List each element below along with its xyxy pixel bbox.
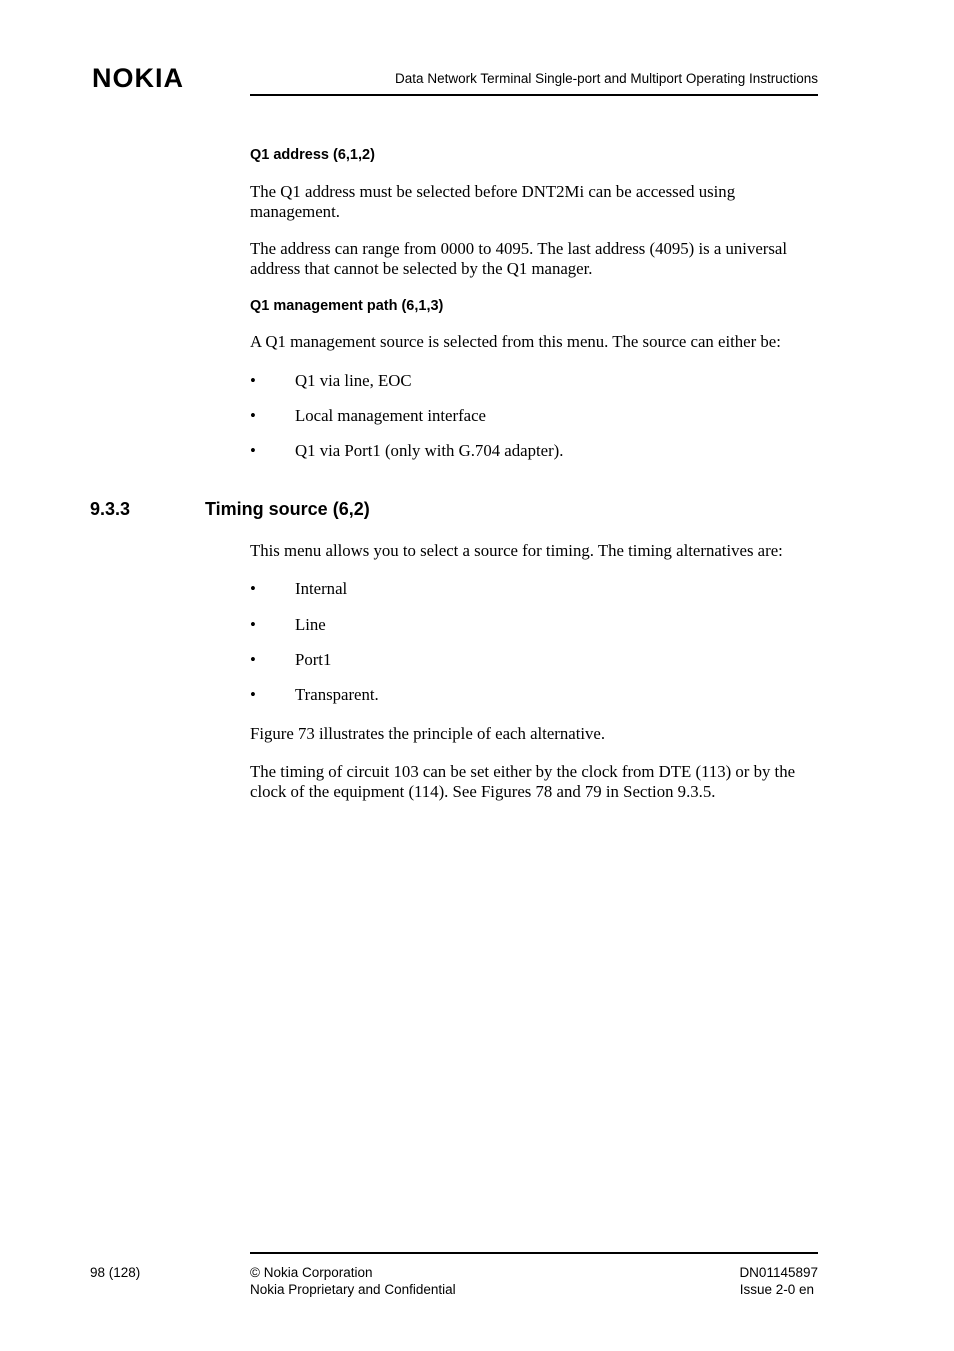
bullet-mark: • bbox=[250, 615, 256, 634]
header-rule bbox=[250, 94, 818, 96]
list-item-text: Port1 bbox=[295, 650, 332, 669]
list-item-text: Line bbox=[295, 615, 326, 634]
q1-path-intro: A Q1 management source is selected from this menu. The source can either be: bbox=[250, 332, 781, 351]
q1-address-para-2: The address can range from 0000 to 4095. The last address (4095) is a universal address that cannot be selected by the Q1 manager. bbox=[250, 239, 788, 278]
bullet-mark: • bbox=[250, 579, 256, 598]
nokia-logo: NOKIA bbox=[92, 63, 184, 93]
footer-confidential: Nokia Proprietary and Confidential bbox=[250, 1282, 456, 1297]
q1-address-para-1: The Q1 address must be selected before DNT2Mi can be accessed using management. bbox=[250, 182, 736, 221]
header-title: Data Network Terminal Single-port and Multiport Operating Instructions bbox=[395, 71, 818, 86]
list-item-text: Internal bbox=[295, 579, 348, 598]
list-item-text: Transparent. bbox=[295, 685, 379, 704]
footer-rule bbox=[250, 1252, 818, 1254]
bullet-mark: • bbox=[250, 371, 256, 390]
q1-address-heading: Q1 address (6,1,2) bbox=[250, 147, 375, 163]
list-item-text: Q1 via line, EOC bbox=[295, 371, 412, 390]
timing-para-2: The timing of circuit 103 can be set either by the clock from DTE (113) or by the clock of the equipment (114). See Figures 78 and 79 in Section 9.3.5. bbox=[250, 762, 796, 801]
footer-copyright: © Nokia Corporation bbox=[250, 1265, 373, 1280]
list-item-text: Q1 via Port1 (only with G.704 adapter). bbox=[295, 441, 564, 460]
document-number: DN01145897 bbox=[739, 1265, 818, 1280]
section-number: 9.3.3 bbox=[90, 499, 131, 519]
list-item-text: Local management interface bbox=[295, 406, 487, 425]
bullet-mark: • bbox=[250, 650, 256, 669]
bullet-mark: • bbox=[250, 441, 256, 460]
bullet-mark: • bbox=[250, 406, 256, 425]
q1-path-heading: Q1 management path (6,1,3) bbox=[250, 298, 444, 314]
timing-para-1: Figure 73 illustrates the principle of each alternative. bbox=[250, 724, 606, 743]
bullet-mark: • bbox=[250, 685, 256, 704]
issue-number: Issue 2-0 en bbox=[739, 1282, 814, 1297]
section-title: Timing source (6,2) bbox=[205, 499, 370, 519]
timing-intro: This menu allows you to select a source for timing. The timing alternatives are: bbox=[250, 541, 783, 560]
page-number: 98 (128) bbox=[90, 1265, 141, 1280]
